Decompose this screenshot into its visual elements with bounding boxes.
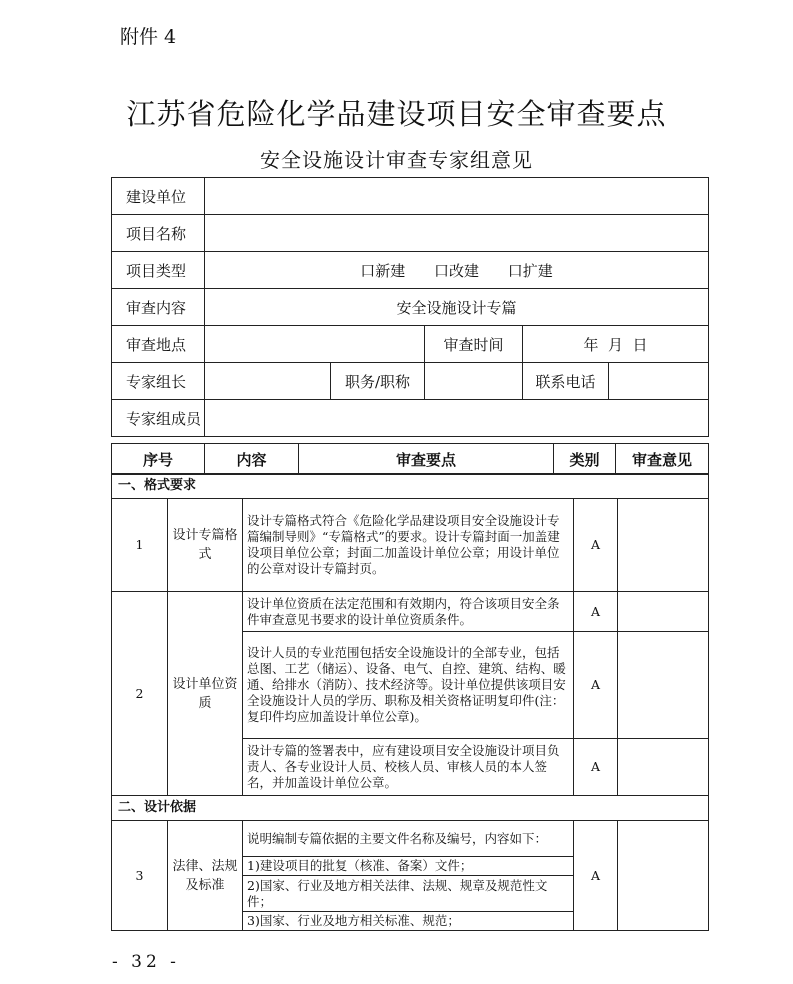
review-point: 设计专篇格式符合《危险化学品建设项目安全设施设计专篇编制导则》“专篇格式”的要求。设计专篇封面一加盖建设项目单位公章；封面二加盖设计单位公章；用设计单位的公章对设计专篇封页。	[243, 499, 574, 592]
table-row	[112, 821, 709, 857]
review-items-table	[111, 473, 709, 931]
col-header-points: 审查要点	[299, 444, 554, 475]
info-row-project-name	[112, 215, 709, 252]
position-label: 职务/职称	[331, 363, 425, 400]
review-point: 1)建设项目的批复（核准、备案）文件；	[243, 857, 574, 876]
construction-unit-label: 建设单位	[112, 178, 205, 215]
review-header-table	[111, 443, 709, 475]
col-header-no: 序号	[112, 444, 205, 475]
expert-members-label: 专家组成员	[112, 400, 205, 437]
phone-field[interactable]	[609, 363, 709, 400]
review-time-field[interactable]: 年 月 日	[523, 326, 709, 363]
review-point: 设计人员的专业范围包括安全设施设计的全部专业，包括总图、工艺（储运）、设备、电气、自控、建筑、结构、暖通、给排水（消防）、技术经济等。设计单位提供该项目安全设施设计人员的学历、职称及相关资格证明复印件(注：复印件均应加盖设计单位公章)。	[243, 632, 574, 739]
item-number: 3	[112, 821, 168, 931]
review-content-label: 审查内容	[112, 289, 205, 326]
review-point: 设计单位资质在法定范围和有效期内，符合该项目安全条件审查意见书要求的设计单位资质条件。	[243, 592, 574, 632]
col-header-content: 内容	[205, 444, 299, 475]
item-content: 法律、法规及标准	[168, 821, 243, 931]
item-category: A	[574, 739, 618, 796]
item-content: 设计单位资质	[168, 592, 243, 796]
review-opinion-field[interactable]	[618, 821, 709, 931]
project-name-label: 项目名称	[112, 215, 205, 252]
review-content-value: 安全设施设计专篇	[205, 289, 709, 326]
column-header-row	[112, 444, 709, 475]
section-title: 二、设计依据	[112, 796, 709, 821]
review-opinion-field[interactable]	[618, 632, 709, 739]
review-time-label: 审查时间	[425, 326, 523, 363]
info-row-construction-unit	[112, 178, 709, 215]
review-opinion-field[interactable]	[618, 592, 709, 632]
col-header-opinion: 审查意见	[616, 444, 709, 475]
item-number: 2	[112, 592, 168, 796]
project-type-label: 项目类型	[112, 252, 205, 289]
document-title: 江苏省危险化学品建设项目安全审查要点	[126, 97, 667, 131]
item-category: A	[574, 821, 618, 931]
info-row-review-content	[112, 289, 709, 326]
review-point: 2)国家、行业及地方相关法律、法规、规章及规范性文件；	[243, 876, 574, 912]
project-name-field[interactable]	[205, 215, 709, 252]
info-row-review-location	[112, 326, 709, 363]
review-point: 设计专篇的签署表中，应有建设项目安全设施设计项目负责人、各专业设计人员、校核人员、审核人员的本人签名，并加盖设计单位公章。	[243, 739, 574, 796]
review-opinion-field[interactable]	[618, 499, 709, 592]
review-opinion-field[interactable]	[618, 739, 709, 796]
page-number: - 32 -	[112, 952, 180, 972]
section-row	[112, 796, 709, 821]
info-row-project-type	[112, 252, 709, 289]
construction-unit-field[interactable]	[205, 178, 709, 215]
item-category: A	[574, 499, 618, 592]
item-content: 设计专篇格式	[168, 499, 243, 592]
position-field[interactable]	[425, 363, 523, 400]
review-location-field[interactable]	[205, 326, 425, 363]
expert-members-field[interactable]	[205, 400, 709, 437]
expert-leader-field[interactable]	[205, 363, 331, 400]
info-row-expert-leader	[112, 363, 709, 400]
info-row-expert-members	[112, 400, 709, 437]
table-row	[112, 592, 709, 632]
section-title: 一、格式要求	[112, 474, 709, 499]
section-row	[112, 474, 709, 499]
item-category: A	[574, 632, 618, 739]
table-row	[112, 499, 709, 592]
item-number: 1	[112, 499, 168, 592]
item-category: A	[574, 592, 618, 632]
review-point: 说明编制专篇依据的主要文件名称及编号，内容如下：	[243, 821, 574, 857]
document-subtitle: 安全设施设计审查专家组意见	[260, 148, 533, 172]
col-header-category: 类别	[554, 444, 616, 475]
attachment-label: 附件 4	[120, 26, 177, 48]
phone-label: 联系电话	[523, 363, 609, 400]
review-point: 3)国家、行业及地方相关标准、规范；	[243, 912, 574, 931]
project-type-options[interactable]: 口新建 口改建 口扩建	[205, 252, 709, 289]
expert-leader-label: 专家组长	[112, 363, 205, 400]
basic-info-table	[111, 177, 709, 437]
review-location-label: 审查地点	[112, 326, 205, 363]
